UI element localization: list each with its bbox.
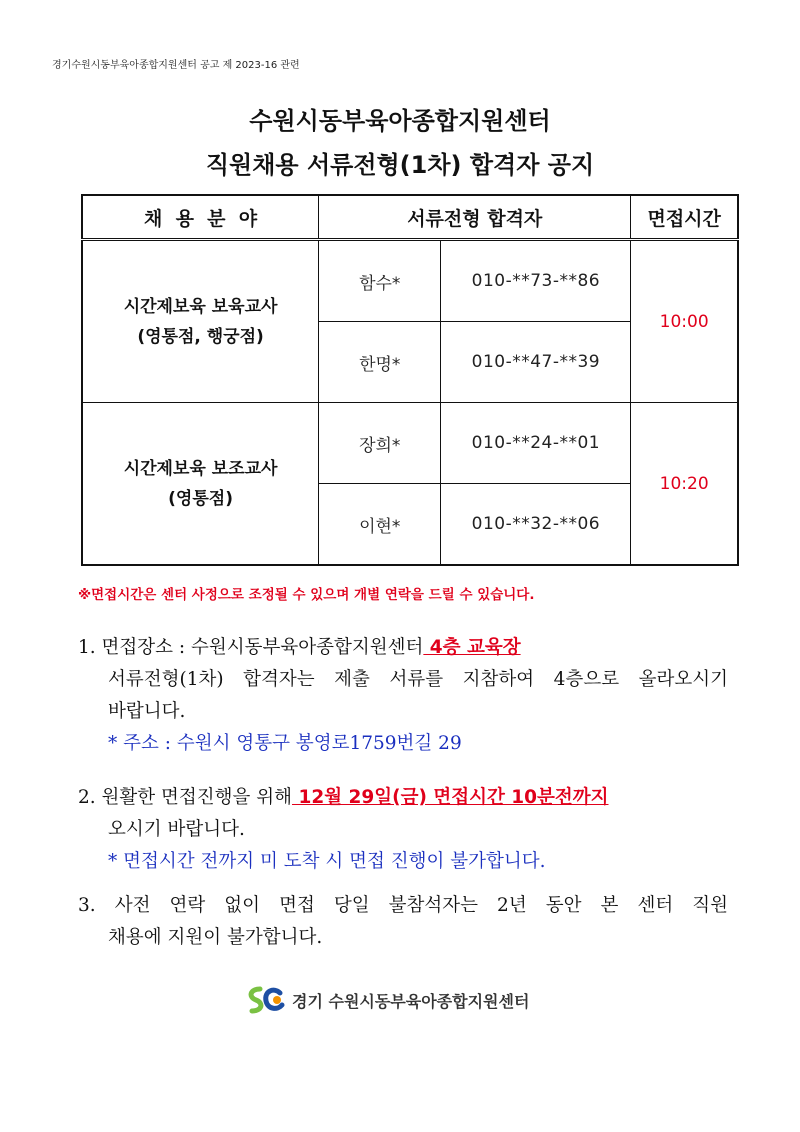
- field-cell: [82, 240, 319, 403]
- interview-time: 10:00: [631, 240, 738, 403]
- applicant-name: 한명*: [319, 322, 441, 403]
- applicant-phone: 010-**73-**86: [441, 240, 631, 322]
- interview-time-note: ※면접시간은 센터 사정으로 조정될 수 있으며 개별 연락을 드릴 수 있습니다.: [78, 587, 535, 603]
- item-text: 바랍니다.: [108, 701, 186, 722]
- field-name: 시간제보육 보육교사: [123, 296, 278, 317]
- applicant-name: 이현*: [319, 484, 441, 566]
- item-text: 오시기 바랍니다.: [108, 819, 245, 840]
- interview-time: 10:20: [631, 403, 738, 566]
- notice-item-3: [78, 890, 728, 954]
- applicant-name: 함수*: [319, 240, 441, 322]
- item-highlight: 4층 교육장: [423, 637, 521, 658]
- applicant-phone: 010-**47-**39: [441, 322, 631, 403]
- applicant-phone: 010-**24-**01: [441, 403, 631, 484]
- table-header-row: [82, 195, 738, 240]
- header-field: 채 용 분 야: [82, 195, 319, 240]
- applicant-phone: 010-**32-**06: [441, 484, 631, 566]
- center-logo-icon: [244, 983, 288, 1017]
- item-text: 2. 원활한 면접진행을 위해: [78, 787, 293, 808]
- item-highlight: 12월 29일(금) 면접시간 10분전까지: [292, 787, 609, 808]
- page-subtitle: 직원채용 서류전형(1차) 합격자 공지: [205, 151, 595, 179]
- item-sub-note: * 주소 : 수원시 영통구 봉영로1759번길 29: [108, 733, 462, 754]
- field-cell: [82, 403, 319, 566]
- item-text: 1. 면접장소 : 수원시동부육아종합지원센터: [78, 637, 424, 658]
- item-text: 서류전형(1차) 합격자는 제출 서류를 지참하여 4층으로 올라오시기: [108, 669, 728, 690]
- field-branch: (영통점, 행궁점): [137, 326, 264, 347]
- table-row: [82, 240, 738, 322]
- header-applicants: 서류전형 합격자: [319, 195, 631, 240]
- header-time: 면접시간: [631, 195, 738, 240]
- item-text: 3. 사전 연락 없이 면접 당일 불참석자는 2년 동안 본 센터 직원: [78, 895, 728, 916]
- table-row: [82, 403, 738, 484]
- field-name: 시간제보육 보조교사: [123, 458, 278, 479]
- page-title: 수원시동부육아종합지원센터: [249, 107, 551, 135]
- applicant-name: 장희*: [319, 403, 441, 484]
- reference-note: 경기수원시동부육아종합지원센터 공고 제 2023-16 관련: [52, 60, 300, 71]
- item-text: 채용에 지원이 불가합니다.: [108, 927, 323, 948]
- footer-logo: [244, 983, 529, 1017]
- item-sub-note: * 면접시간 전까지 미 도착 시 면접 진행이 불가합니다.: [108, 851, 546, 872]
- field-branch: (영통점): [168, 488, 233, 509]
- notice-item-1: [78, 632, 728, 760]
- result-table: [81, 194, 739, 566]
- logo-text: 경기 수원시동부육아종합지원센터: [292, 991, 530, 1011]
- notice-item-2: [78, 782, 728, 878]
